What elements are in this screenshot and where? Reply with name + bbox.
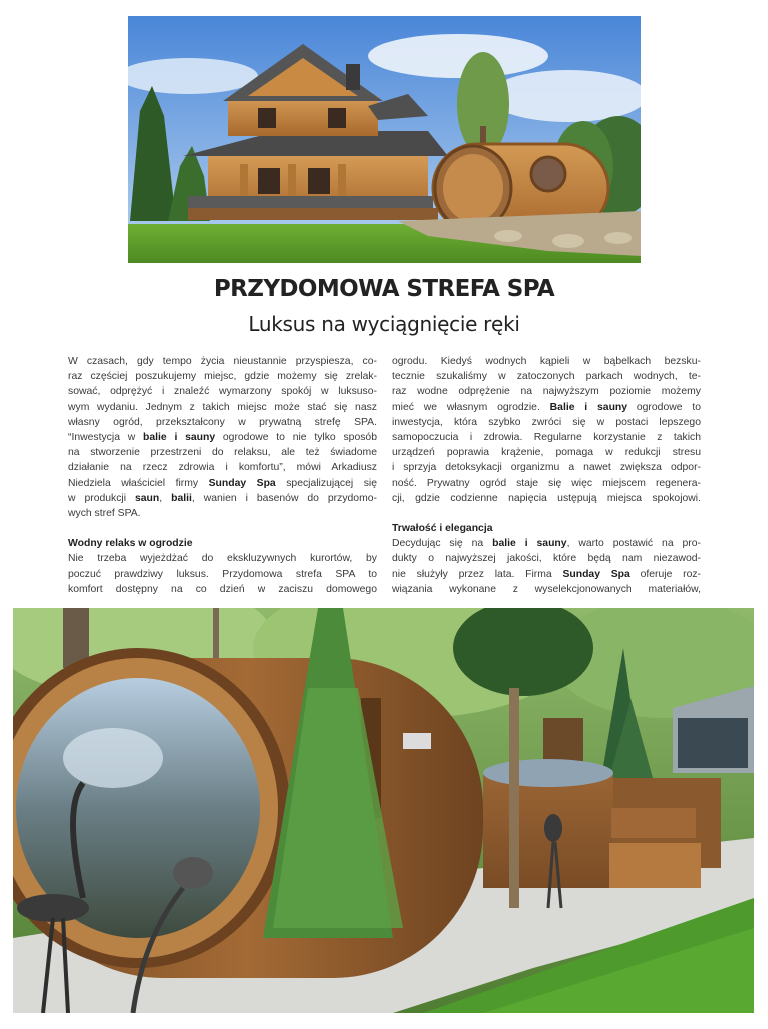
house-with-barrel-sauna-photo: [128, 16, 641, 263]
garden-sauna-hot-tub-photo: [13, 608, 754, 1013]
article-column-right: [392, 354, 701, 597]
section-heading: Wodny relaks w ogrodzie: [68, 538, 193, 550]
paragraph: W czasach, gdy tempo życia nieustannie przyspiesza, co- raz częściej poszukujemy miejsc, gdzie możemy się zrelak- sować, odprężyć i znaleźć wymarzony spokój w luksuso- wym wydaniu. Jednym z takich miejsc może stać się nasz własny ogród, przekształcony w prywatną strefę SPA. “Inwestycja w balie i sauny ogrodowe to nie tylko sposób na stworzenie przestrzeni do relaksu, ale też świadome działanie na rzecz zdrowia i komfortu”, mówi Arkadiusz Niedziela właściciel firmy Sunday Spa specjalizującej się w produkcji saun, balii, wanien i basenów do przydomo- wych stref SPA.: [68, 356, 377, 520]
paragraph: Decydując się na balie i sauny, warto postawić na pro- dukty o najwyższej jakości, które będą nam niezawod- nie służyły przez lata. Firma Sunday Spa oferuje roz- wiązania wykonane z wyselekcjonowanych materiałów,: [392, 538, 701, 595]
article-title: PRZYDOMOWA STREFA SPA: [213, 276, 555, 302]
article-subtitle: Luksus na wyciągnięcie ręki: [248, 312, 520, 336]
paragraph: ogrodu. Kiedyś wodnych kąpieli w bąbelkach bezsku- tecznie szukaliśmy w zatoczonych parkach wodnych, te- raz wodne odprężenie na najwyższym poziomie możemy mieć we własnym ogrodzie. Balie i sauny ogrodowe to inwestycja, która szybko zwróci się w postaci lepszego samopoczucia i zdrowia. Regularne korzystanie z takich urządzeń poprawia krążenie, pomaga w redukcji stresu i sprzyja detoksykacji organizmu a nawet zwiększa odpor- ność. Prywatny ogród staje się więc miejscem regenera- cji, gdzie codzienne napięcia ustępują miejsca spokojowi.: [392, 356, 701, 504]
article-column-left: [68, 354, 377, 597]
paragraph: Nie trzeba wyjeżdżać do ekskluzywnych kurortów, by poczuć prawdziwy luksus. Przydomowa strefa SPA to komfort dostępny na co dzień w zaciszu domowego: [68, 553, 377, 595]
section-heading: Trwałość i elegancja: [392, 523, 493, 535]
